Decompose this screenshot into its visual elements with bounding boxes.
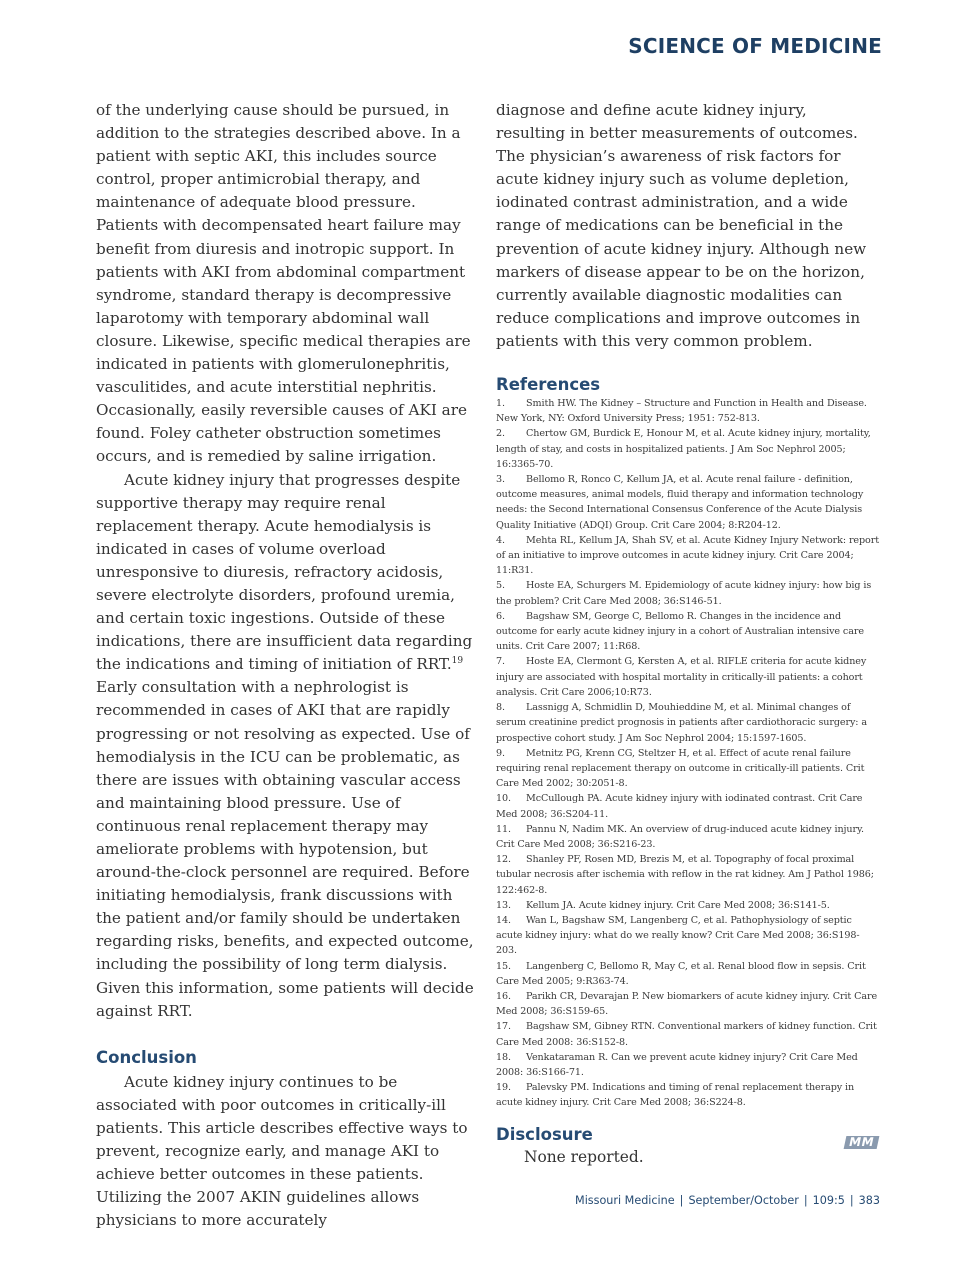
- reference-item: [496, 791, 880, 821]
- reference-text: Bagshaw SM, George C, Bellomo R. Changes in the incidence and outcome for early acute kidney injury in a cohort of Australian intensive care units. Crit Care 2007; 11:R68.: [496, 610, 864, 653]
- rrt-text-part2: Early consultation with a nephrologist is recommended in cases of AKI that are rapidly progressing or not resolving as expected. Use of hemodialysis in the ICU can be problematic, as there are issues with obtaining vascular access and maintaining blood pressure. Use of continuous renal replacement therapy may ameliorate problems with hypotension, but around-the-clock personnel are required. Before initiating hemodialysis, frank discussions with the patient and/or family should be undertaken regarding risks, benefits, and expected outcome, including the possibility of long term dialysis. Given this information, some patients will decide against RRT.: [96, 678, 474, 1020]
- references-list: [496, 396, 880, 1111]
- reference-number: 7.: [496, 656, 505, 668]
- reference-number: 17.: [496, 1021, 511, 1033]
- footer-page-number: 383: [858, 1194, 880, 1207]
- reference-item: [496, 852, 880, 898]
- reference-text: Metnitz PG, Krenn CG, Steltzer H, et al. Effect of acute renal failure requiring renal replacement therapy on outcome in critically-ill patients. Crit Care Med 2002; 30:2051-8.: [496, 747, 865, 790]
- reference-item: [496, 654, 880, 700]
- continuation-paragraph: diagnose and define acute kidney injury, resulting in better measurements of outcomes. The physician’s awareness of risk factors for acute kidney injury such as volume depletion, iodinated contrast administration, and a wide range of medications can be beneficial in the prevention of acute kidney injury. Although new markers of disease appear to be on the horizon, currently available diagnostic modalities can reduce complications and improve outcomes in patients with this very common problem.: [496, 101, 867, 350]
- reference-item: [496, 913, 880, 959]
- reference-item: [496, 578, 880, 608]
- reference-number: 1.: [496, 398, 505, 410]
- disclosure-text: None reported.: [524, 1147, 644, 1166]
- conclusion-heading: Conclusion: [96, 1047, 197, 1067]
- reference-text: Smith HW. The Kidney – Structure and Function in Health and Disease. New York, NY: Oxford University Press; 1951: 752-813.: [496, 398, 867, 425]
- footer-volume: 109:5: [812, 1194, 845, 1207]
- reference-number: 16.: [496, 990, 511, 1002]
- reference-item: [496, 746, 880, 792]
- reference-text: Palevsky PM. Indications and timing of renal replacement therapy in acute kidney injury. Crit Care Med 2008; 36:S224-8.: [496, 1082, 855, 1109]
- conclusion-paragraph: Acute kidney injury continues to be associated with poor outcomes in critically-ill patients. This article describes effective ways to prevent, recognize early, and manage AKI to achieve better outcomes in these patients. Utilizing the 2007 AKIN guidelines allows physicians to more accurately: [96, 1072, 468, 1230]
- reference-item: [496, 1019, 880, 1049]
- reference-text: Shanley PF, Rosen MD, Brezis M, et al. Topography of focal proximal tubular necrosis after ischemia with reflow in the rat kidney. Am J Pathol 1986; 122:462-8.: [496, 854, 874, 896]
- reference-text: McCullough PA. Acute kidney injury with iodinated contrast. Crit Care Med 2008; 36:S204-11.: [496, 793, 863, 820]
- body-paragraph: of the underlying cause should be pursued, in addition to the strategies described above. In a patient with septic AKI, this includes source control, proper antimicrobial therapy, and maintenance of adequate blood pressure. Patients with decompensated heart failure may benefit from diuresis and inotropic support. In patients with AKI from abdominal compartment syndrome, standard therapy is decompressive laparotomy with temporary abdominal wall closure. Likewise, specific medical therapies are indicated in patients with glomerulonephritis, vasculitides, and acute interstitial nephritis. Occasionally, easily reversible causes of AKI are found. Foley catheter obstruction sometimes occurs, and is remedied by saline irrigation.: [96, 101, 471, 466]
- reference-number: 8.: [496, 702, 505, 714]
- reference-item: [496, 609, 880, 655]
- reference-number: 13.: [496, 899, 511, 911]
- reference-item: [496, 1050, 880, 1080]
- reference-text: Venkataraman R. Can we prevent acute kidney injury? Crit Care Med 2008: 36:S166-71.: [496, 1051, 858, 1078]
- reference-item: [496, 396, 880, 426]
- disclosure-heading: Disclosure: [496, 1124, 593, 1144]
- reference-number: 14.: [496, 914, 511, 926]
- rrt-text-part1: Acute kidney injury that progresses despite supportive therapy may require renal replacement therapy. Acute hemodialysis is indicated in cases of volume overload unresponsive to diuresis, refractory acidosis, severe electrolyte disorders, profound uremia, and certain toxic ingestions. Outside of these indications, there are insufficient data regarding the indications and timing of initiation of RRT.: [96, 470, 473, 674]
- mm-logo: MM: [844, 1136, 880, 1149]
- reference-number: 15.: [496, 960, 511, 972]
- reference-item: [496, 700, 880, 746]
- reference-text: Pannu N, Nadim MK. An overview of drug-induced acute kidney injury. Crit Care Med 2008; 36:S216-23.: [496, 823, 864, 850]
- footer-issue-date: September/October: [688, 1194, 799, 1207]
- reference-text: Parikh CR, Devarajan P. New biomarkers of acute kidney injury. Crit Care Med 2008; 36:S159-65.: [496, 990, 878, 1018]
- reference-number: 11.: [496, 823, 511, 835]
- footer-separator: |: [849, 1194, 854, 1207]
- reference-item: [496, 898, 880, 913]
- reference-number: 2.: [496, 428, 505, 440]
- reference-number: 5.: [496, 580, 505, 592]
- reference-text: Kellum JA. Acute kidney injury. Crit Care Med 2008; 36:S141-5.: [526, 899, 830, 911]
- reference-item: [496, 959, 880, 989]
- reference-item: [496, 822, 880, 852]
- reference-text: Hoste EA, Schurgers M. Epidemiology of acute kidney injury: how big is the problem? Crit Care Med 2008; 36:S146-51.: [496, 580, 872, 607]
- reference-number: 9.: [496, 747, 505, 759]
- rrt-paragraph: [96, 469, 478, 1023]
- citation-superscript: 19: [451, 656, 464, 667]
- reference-number: 10.: [496, 793, 511, 805]
- reference-text: Bellomo R, Ronco C, Kellum JA, et al. Acute renal failure - definition, outcome measures, animal models, fluid therapy and information technology needs: the Second International Consensus Conference of the Acute Dialysis Quality Initiative (ADQI) Group. Crit Care 2004; 8:R204-12.: [496, 474, 864, 531]
- reference-number: 4.: [496, 534, 505, 546]
- footer-separator: |: [803, 1194, 808, 1207]
- left-column: [96, 99, 478, 1232]
- reference-number: 6.: [496, 610, 505, 622]
- footer-journal: Missouri Medicine: [575, 1194, 675, 1207]
- references-heading: References: [496, 375, 601, 395]
- page-footer: [575, 1194, 880, 1207]
- reference-item: [496, 426, 880, 472]
- reference-item: [496, 989, 880, 1019]
- reference-item: [496, 472, 880, 533]
- reference-text: Hoste EA, Clermont G, Kersten A, et al. RIFLE criteria for acute kidney injury are associated with hospital mortality in critically-ill patients: a cohort analysis. Crit Care 2006;10:R73.: [496, 656, 867, 698]
- reference-text: Wan L, Bagshaw SM, Langenberg C, et al. Pathophysiology of septic acute kidney injury: what do we really know? Crit Care Med 2008; 36:S198-203.: [496, 914, 860, 957]
- reference-text: Lassnigg A, Schmidlin D, Mouhieddine M, et al. Minimal changes of serum creatinine predict prognosis in patients after cardiothoracic surgery: a prospective cohort study. J Am Soc Nephrol 2004; 15:1597-1605.: [496, 702, 867, 744]
- footer-separator: |: [679, 1194, 684, 1207]
- reference-number: 18.: [496, 1051, 511, 1063]
- reference-text: Langenberg C, Bellomo R, May C, et al. Renal blood flow in sepsis. Crit Care Med 2005; 9:R363-74.: [496, 960, 866, 987]
- reference-text: Bagshaw SM, Gibney RTN. Conventional markers of kidney function. Crit Care Med 2008: 36:S152-8.: [496, 1021, 877, 1048]
- reference-number: 19.: [496, 1082, 511, 1094]
- reference-text: Mehta RL, Kellum JA, Shah SV, et al. Acute Kidney Injury Network: report of an initiative to improve outcomes in acute kidney injury. Crit Care 2004; 11:R31.: [496, 534, 879, 577]
- reference-number: 3.: [496, 474, 505, 486]
- reference-item: [496, 1080, 880, 1110]
- reference-item: [496, 533, 880, 579]
- reference-number: 12.: [496, 854, 511, 866]
- section-title: SCIENCE OF MEDICINE: [628, 34, 882, 58]
- right-column: [496, 99, 880, 1169]
- reference-text: Chertow GM, Burdick E, Honour M, et al. Acute kidney injury, mortality, length of stay, and costs in hospitalized patients. J Am Soc Nephrol 2005; 16:3365-70.: [496, 428, 871, 470]
